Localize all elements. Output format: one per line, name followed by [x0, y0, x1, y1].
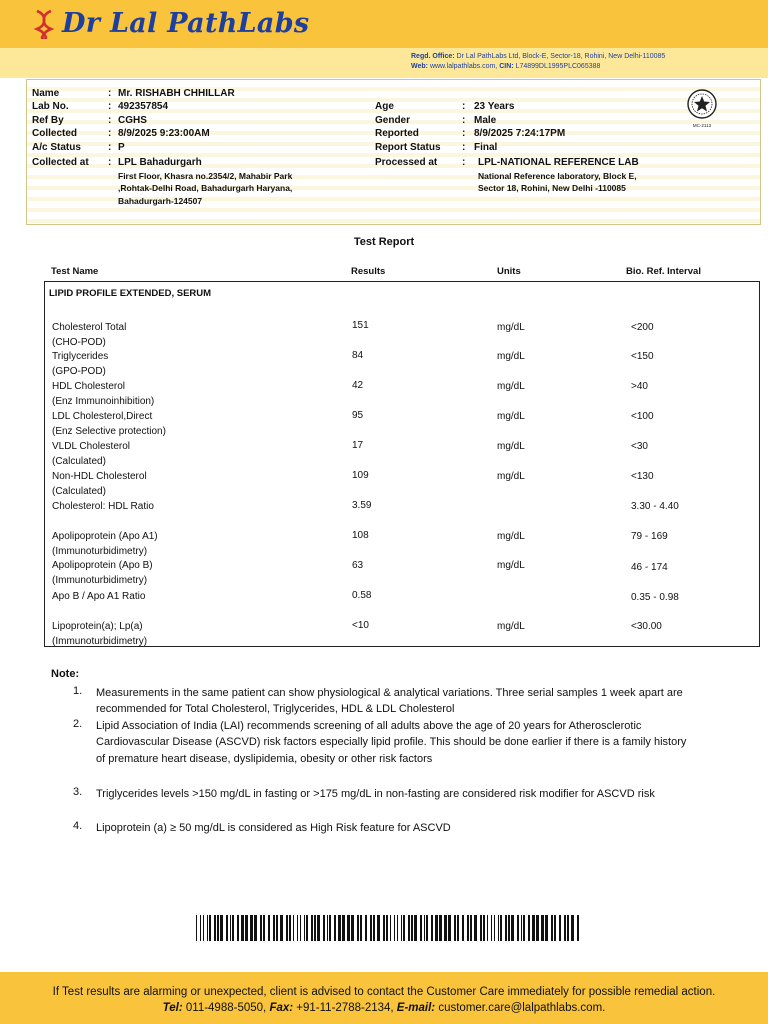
patient-name: Mr. RISHABH CHHILLAR [118, 88, 235, 99]
colon: : [462, 101, 466, 112]
note-text: Measurements in the same patient can show physiological & analytical variations. Three serial samples 1 week apart are recommended for Total Cholesterol, Triglycerides, HDL & LDL Cholesterol [96, 687, 683, 716]
referred-by: CGHS [118, 115, 147, 126]
cin-number: L74899DL1995PLC065388 [515, 62, 601, 70]
test-method: (Immunoturbidimetry) [52, 545, 148, 557]
test-method: (Immunoturbidimetry) [52, 635, 148, 647]
test-label: Triglycerides [52, 351, 109, 362]
test-unit: mg/dL [497, 471, 525, 482]
column-header-ref-interval: Bio. Ref. Interval [626, 266, 701, 277]
report-title: Test Report [353, 236, 415, 248]
reported-label: Reported [375, 128, 419, 139]
test-name [52, 380, 154, 409]
test-unit: mg/dL [497, 531, 525, 542]
test-method: (Enz Selective protection) [52, 425, 166, 437]
test-name [52, 440, 130, 469]
column-header-test-name: Test Name [51, 266, 99, 277]
test-result: 17 [352, 440, 364, 451]
note-number: 4. [73, 820, 83, 832]
test-name [52, 500, 154, 515]
test-ref-interval: 46 - 174 [631, 562, 668, 573]
test-ref-interval: <100 [631, 411, 654, 422]
web-url: www.lalpathlabs.com, [429, 62, 498, 70]
test-label: Apo B / Apo A1 Ratio [52, 591, 146, 602]
colon: : [108, 128, 112, 139]
cin-label: CIN: [499, 62, 514, 70]
test-ref-interval: <30.00 [631, 621, 662, 632]
test-result: 108 [352, 530, 369, 541]
test-method: (Enz Immunoinhibition) [52, 395, 155, 407]
test-method: (GPO-POD) [52, 365, 106, 377]
test-ref-interval: 0.35 - 0.98 [631, 592, 679, 603]
note-number: 1. [73, 685, 83, 697]
address-line: Bahadurgarh-124507 [118, 195, 203, 206]
colon: : [462, 128, 466, 139]
age-label: Age [375, 101, 394, 112]
footer-advisory: If Test results are alarming or unexpected, client is advised to contact the Customer Care immediately for possible remedial action. [52, 986, 716, 998]
test-result: 63 [352, 560, 364, 571]
colon: : [462, 115, 466, 126]
test-result: 151 [352, 320, 369, 331]
test-result: 42 [352, 380, 364, 391]
address-line: ,Rohtak-Delhi Road, Bahadurgarh Haryana, [118, 183, 293, 194]
fax-number: +91-11-2788-2134, [296, 1002, 394, 1014]
footer-band [0, 972, 768, 1024]
regd-label: Regd. Office: [411, 53, 455, 60]
test-unit: mg/dL [497, 322, 525, 333]
test-result: 84 [352, 350, 364, 361]
test-ref-interval: <130 [631, 471, 654, 482]
test-label: Cholesterol Total [52, 322, 127, 333]
colon: : [108, 88, 112, 99]
name-label: Name [32, 88, 60, 99]
labno-label: Lab No. [32, 101, 69, 112]
test-unit: mg/dL [497, 560, 525, 571]
brand-name: Dr Lal PathLabs [62, 8, 310, 39]
test-label: VLDL Cholesterol [52, 441, 131, 452]
test-result: <10 [352, 620, 369, 631]
test-method: (Calculated) [52, 485, 106, 497]
address-line: First Floor, Khasra no.2354/2, Mahabir Park [118, 171, 293, 181]
gender-label: Gender [375, 115, 411, 126]
test-unit: mg/dL [497, 411, 525, 422]
colon: : [108, 157, 112, 168]
processedat-label: Processed at [375, 157, 438, 168]
test-ref-interval: >40 [631, 381, 648, 392]
footer-contact [0, 1002, 768, 1014]
test-label: LDL Cholesterol,Direct [52, 411, 153, 422]
collected-at: LPL Bahadurgarh [118, 157, 202, 168]
test-unit: mg/dL [497, 621, 525, 632]
test-label: Lipoprotein(a); Lp(a) [52, 621, 143, 632]
notes-title: Note: [51, 668, 80, 680]
test-name [52, 590, 145, 605]
test-unit: mg/dL [497, 351, 525, 362]
seal-code: MC-2113 [692, 123, 712, 128]
test-label: HDL Cholesterol [52, 381, 125, 392]
note-number: 3. [73, 786, 83, 798]
test-name [52, 620, 147, 649]
colon: : [108, 101, 112, 112]
barcode-icon [196, 915, 582, 941]
column-header-units: Units [497, 266, 521, 277]
colon: : [462, 157, 466, 168]
ac-status: P [118, 142, 125, 153]
test-result: 3.59 [352, 500, 372, 511]
tel-label: Tel: [162, 1002, 183, 1014]
test-name [52, 410, 166, 439]
accreditation-seal-icon [685, 89, 719, 129]
note-number: 2. [73, 718, 83, 730]
test-unit: mg/dL [497, 441, 525, 452]
patient-gender: Male [474, 115, 497, 126]
test-ref-interval: 79 - 169 [631, 531, 668, 542]
colon: : [462, 142, 466, 153]
test-method: (CHO-POD) [52, 336, 106, 348]
colon: : [108, 115, 112, 126]
registered-office [411, 52, 665, 71]
processed-at: LPL-NATIONAL REFERENCE LAB [478, 157, 639, 168]
section-title: LIPID PROFILE EXTENDED, SERUM [49, 288, 212, 299]
test-ref-interval: <30 [631, 441, 648, 452]
tel-number: 011-4988-5050, [185, 1002, 267, 1014]
test-method: (Immunoturbidimetry) [52, 574, 148, 586]
reportstatus-label: Report Status [375, 142, 441, 153]
report-status: Final [474, 142, 498, 153]
note-text: Lipid Association of India (LAI) recommends screening of all adults above the age of 20 years for Atherosclerotic Cardiovascular Disease (ASCVD) risk factors especially lipid profile. This should be done earlier if there is a family history of premature heart disease, dyslipidemia, obesity or other risk factors [96, 720, 687, 765]
web-label: Web: [411, 62, 428, 70]
test-result: 109 [352, 470, 369, 481]
acstatus-label: A/c Status [32, 142, 81, 153]
test-ref-interval: <150 [631, 351, 654, 362]
test-name [52, 470, 147, 499]
address-line: National Reference laboratory, Block E, [478, 171, 637, 181]
test-name [52, 559, 153, 588]
test-label: Apolipoprotein (Apo A1) [52, 531, 158, 542]
test-result: 95 [352, 410, 364, 421]
test-label: Cholesterol: HDL Ratio [52, 501, 154, 512]
test-name [52, 350, 108, 379]
note-text: Lipoprotein (a) ≥ 50 mg/dL is considered as High Risk feature for ASCVD [96, 822, 451, 834]
colon: : [108, 142, 112, 153]
collectedat-label: Collected at [32, 157, 89, 168]
address-line: Sector 18, Rohini, New Delhi -110085 [478, 183, 626, 194]
collected-label: Collected [32, 128, 78, 139]
reported-datetime: 8/9/2025 7:24:17PM [474, 128, 566, 139]
column-header-results: Results [351, 266, 386, 277]
test-unit: mg/dL [497, 381, 525, 392]
brand-logo [34, 8, 309, 39]
email-label: E-mail: [396, 1002, 436, 1014]
collected-datetime: 8/9/2025 9:23:00AM [118, 128, 210, 139]
refby-label: Ref By [32, 115, 64, 126]
test-result: 0.58 [352, 590, 372, 601]
regd-address: Dr Lal PathLabs Ltd, Block-E, Sector-18, Rohini, New Delhi-110085 [456, 53, 666, 60]
patient-age: 23 Years [474, 101, 515, 112]
collected-at-address [118, 170, 292, 207]
test-name [52, 321, 126, 350]
test-ref-interval: 3.30 - 4.40 [631, 501, 679, 512]
test-label: Non-HDL Cholesterol [52, 471, 147, 482]
test-ref-interval: <200 [631, 322, 654, 333]
test-name [52, 530, 158, 559]
lab-number: 492357854 [118, 101, 169, 112]
dna-logo-icon [34, 9, 54, 39]
test-method: (Calculated) [52, 455, 106, 467]
processed-at-address [478, 170, 637, 195]
email-address: customer.care@lalpathlabs.com. [438, 1002, 606, 1014]
fax-label: Fax: [269, 1002, 294, 1014]
test-label: Apolipoprotein (Apo B) [52, 560, 153, 571]
note-text: Triglycerides levels >150 mg/dL in fasting or >175 mg/dL in non-fasting are considered risk modifier for ASCVD risk [96, 788, 655, 800]
